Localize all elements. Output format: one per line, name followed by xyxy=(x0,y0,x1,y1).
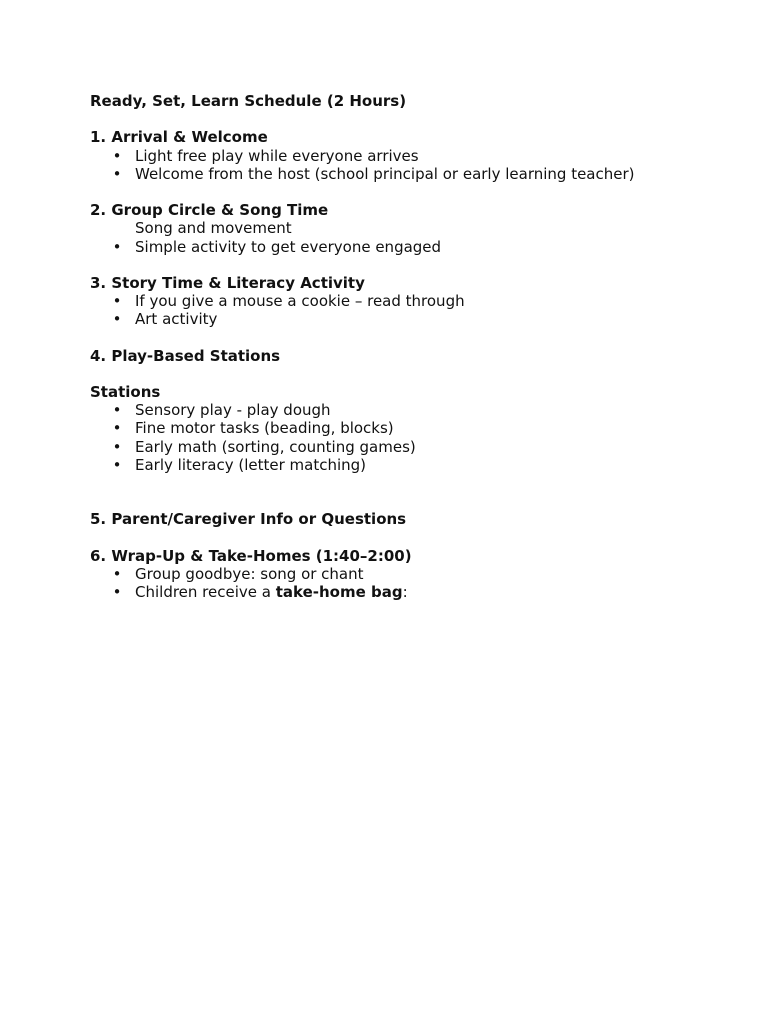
section-subheading: Stations xyxy=(90,383,161,401)
list-item-text: Song and movement xyxy=(135,219,292,238)
list-item xyxy=(90,310,730,328)
bullet-icon: • xyxy=(112,292,122,311)
take-home-bag-emphasis: take-home bag xyxy=(275,583,403,602)
document-page xyxy=(90,92,730,601)
list-item-text: Early literacy (letter matching) xyxy=(135,455,367,474)
bullet-icon: • xyxy=(112,583,122,602)
bullet-icon: • xyxy=(112,146,122,165)
list-item xyxy=(90,456,730,474)
list-item-text: Group goodbye: song or chant xyxy=(135,564,364,583)
list-item xyxy=(90,438,730,456)
section-heading: 1. Arrival & Welcome xyxy=(90,128,268,147)
list-item xyxy=(90,583,730,601)
list-item-text: Simple activity to get everyone engaged xyxy=(135,237,442,256)
list-item-text: Early math (sorting, counting games) xyxy=(135,437,416,456)
document-title: Ready, Set, Learn Schedule (2 Hours) xyxy=(90,92,407,110)
list-item xyxy=(90,238,730,256)
section-heading: 5. Parent/Caregiver Info or Questions xyxy=(90,510,407,529)
bullet-icon: • xyxy=(112,419,122,438)
bullet-icon: • xyxy=(112,237,122,256)
list-item-text: Welcome from the host (school principal or early learning teacher) xyxy=(135,164,635,183)
bullet-icon: • xyxy=(112,455,122,474)
list-item-text: Art activity xyxy=(135,310,218,329)
section-heading: 2. Group Circle & Song Time xyxy=(90,201,329,220)
list-item-text: Sensory play - play dough xyxy=(135,401,331,420)
bullet-icon: • xyxy=(112,164,122,183)
list-item xyxy=(90,165,730,183)
list-item-text-suffix: : xyxy=(402,583,408,602)
section-heading: 6. Wrap-Up & Take-Homes (1:40–2:00) xyxy=(90,546,412,565)
list-item-text-prefix: Children receive a xyxy=(135,583,276,602)
list-item-text: Light free play while everyone arrives xyxy=(135,146,419,165)
list-item xyxy=(90,419,730,437)
list-item-text: Fine motor tasks (beading, blocks) xyxy=(135,419,394,438)
bullet-icon: • xyxy=(112,564,122,583)
list-item xyxy=(90,292,730,310)
list-item-text: If you give a mouse a cookie – read through xyxy=(135,292,465,311)
section-heading: 3. Story Time & Literacy Activity xyxy=(90,273,365,292)
bullet-icon: • xyxy=(112,310,122,329)
list-item xyxy=(90,565,730,583)
list-item xyxy=(90,219,730,237)
section-heading: 4. Play-Based Stations xyxy=(90,346,281,365)
bullet-icon: • xyxy=(112,437,122,456)
bullet-icon: • xyxy=(112,401,122,420)
list-item xyxy=(90,147,730,165)
list-item xyxy=(90,401,730,419)
